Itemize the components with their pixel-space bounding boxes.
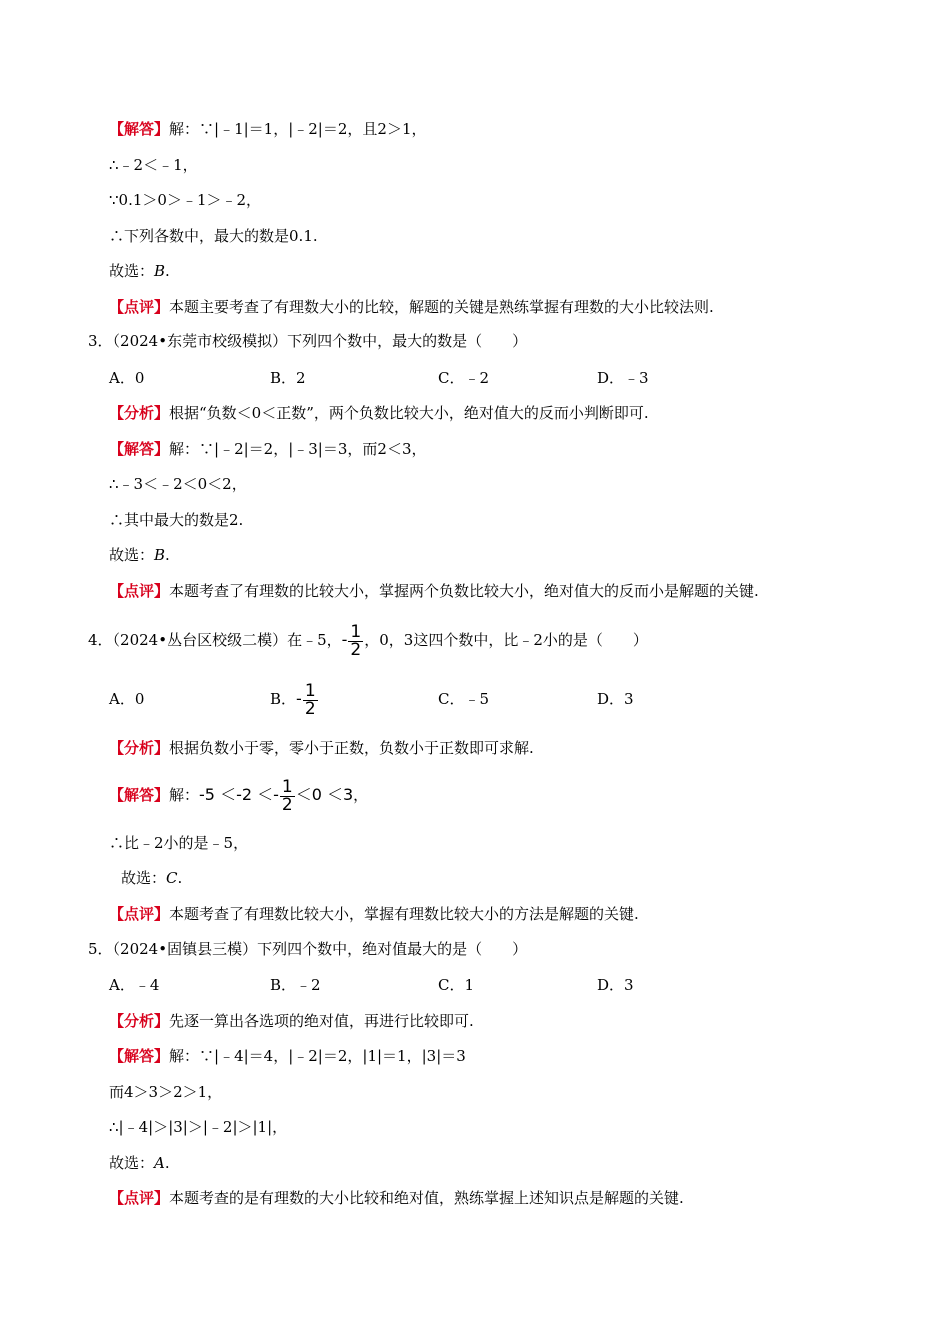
q3-option-a: A．0 — [109, 369, 145, 387]
q2-answer-letter: B — [154, 262, 166, 280]
q4-answer-suffix: . — [177, 869, 183, 887]
q4-comment-text: 本题考查了有理数比较大小，掌握有理数比较大小的方法是解题的关键. — [169, 905, 639, 923]
q3-stem — [88, 331, 527, 351]
q4-solution — [109, 775, 368, 815]
q4-number: 4． — [88, 631, 113, 649]
q2-solution-line2: ∴﹣2＜﹣1， — [109, 156, 198, 174]
q5-stem — [88, 939, 527, 959]
q4-comment-label: 【点评】 — [109, 905, 170, 923]
q4-stem — [88, 620, 648, 660]
q5-stem-text: 下列四个数中，绝对值最大的是（ ） — [257, 940, 528, 958]
q3-stem-text: 下列四个数中，最大的数是（ ） — [287, 332, 528, 350]
q5-option-a: A．﹣4 — [109, 976, 160, 994]
q2-solution-line3: ∵0.1＞0＞﹣1＞﹣2， — [109, 191, 262, 209]
q4-option-b-den: 2 — [304, 698, 316, 719]
q4-stem-fraction — [348, 621, 363, 660]
q5-comment-text: 本题考查的是有理数的大小比较和绝对值，熟练掌握上述知识点是解题的关键. — [169, 1189, 684, 1207]
q4-solution-end: ， — [353, 786, 369, 804]
q3-analysis-label: 【分析】 — [109, 404, 170, 422]
q2-solution-line4: ∴下列各数中，最大的数是0.1. — [109, 227, 318, 245]
q3-comment — [109, 581, 759, 601]
q4-option-b-num: 1 — [304, 680, 316, 701]
q5-answer-letter: A — [154, 1154, 165, 1172]
q4-answer-letter: C — [166, 869, 178, 887]
q5-answer-prefix: 故选： — [109, 1154, 155, 1172]
q2-solution-label: 【解答】 — [109, 120, 170, 138]
q3-answer-suffix: . — [165, 546, 170, 564]
q4-solution-den: 2 — [281, 794, 293, 815]
q5-comment — [109, 1188, 684, 1208]
q5-solution-label: 【解答】 — [109, 1047, 170, 1065]
q3-solution — [109, 439, 427, 459]
q3-solution-line3: ∴其中最大的数是2. — [109, 511, 244, 529]
q5-solution-line3: ∴|﹣4|＞|3|＞|﹣2|＞|1|， — [109, 1118, 288, 1136]
q4-source: （2024•丛台区校级二模） — [112, 631, 288, 649]
q2-solution-text: 解：∵|﹣1|＝1，|﹣2|＝2，且2＞1， — [169, 120, 427, 138]
q5-solution-text: 解：∵|﹣4|＝4，|﹣2|＝2，|1|＝1，|3|＝3 — [169, 1047, 466, 1065]
q4-solution-fraction — [280, 776, 295, 815]
q4-solution-num: 1 — [281, 776, 293, 797]
q4-solution-prefix: 解： — [169, 786, 200, 804]
q5-solution — [109, 1046, 466, 1066]
q4-option-b-fraction — [303, 680, 318, 719]
q5-answer-suffix: . — [164, 1154, 170, 1172]
q3-comment-text: 本题考查了有理数的比较大小，掌握两个负数比较大小，绝对值大的反而小是解题的关键. — [169, 582, 759, 600]
q4-stem-fraction-num: 1 — [350, 621, 362, 642]
q2-comment-text: 本题主要考查了有理数大小的比较，解题的关键是熟练掌握有理数的大小比较法则. — [169, 298, 714, 316]
q4-stem-a: 在﹣5， — [287, 631, 342, 649]
q5-comment-label: 【点评】 — [109, 1189, 170, 1207]
q4-comment — [109, 904, 639, 924]
q3-comment-label: 【点评】 — [109, 582, 170, 600]
q4-analysis-text: 根据负数小于零，零小于正数，负数小于正数即可求解. — [169, 739, 534, 757]
q5-number: 5． — [88, 940, 113, 958]
q5-source: （2024•固镇县三模） — [112, 940, 258, 958]
q3-solution-line2: ∴﹣3＜﹣2＜0＜2， — [109, 475, 247, 493]
q4-answer — [121, 868, 182, 888]
q5-option-d: D．3 — [597, 976, 634, 994]
q5-option-b: B．﹣2 — [270, 976, 321, 994]
q4-option-a: A．0 — [109, 690, 145, 708]
q3-option-b: B．2 — [270, 369, 306, 387]
q3-answer-letter: B — [154, 546, 166, 564]
q3-option-c: C．﹣2 — [438, 369, 490, 387]
q5-analysis-label: 【分析】 — [109, 1012, 170, 1030]
q4-stem-fraction-den: 2 — [350, 639, 362, 660]
q4-option-c: C．﹣5 — [438, 690, 490, 708]
q2-comment — [109, 297, 714, 317]
q3-source: （2024•东莞市校级模拟） — [112, 332, 288, 350]
q3-answer — [109, 545, 170, 565]
q2-solution — [109, 119, 427, 139]
q3-solution-label: 【解答】 — [109, 440, 170, 458]
q4-option-b — [270, 679, 319, 719]
q5-analysis-text: 先逐一算出各选项的绝对值，再进行比较即可. — [169, 1012, 474, 1030]
q2-answer-prefix: 故选： — [109, 262, 155, 280]
q3-analysis-text: 根据“负数＜0＜正数”，两个负数比较大小，绝对值大的反而小判断即可. — [169, 404, 649, 422]
q4-analysis — [109, 738, 534, 758]
q5-analysis — [109, 1011, 474, 1031]
q4-stem-b: ，0，3这四个数中，比﹣2小的是（ ） — [364, 631, 648, 649]
q3-answer-prefix: 故选： — [109, 546, 155, 564]
q2-answer — [109, 261, 170, 281]
q3-option-d: D．﹣3 — [597, 369, 649, 387]
q4-option-b-prefix: B． — [270, 690, 297, 708]
q2-comment-label: 【点评】 — [109, 298, 170, 316]
q4-solution-line2: ∴比﹣2小的是﹣5， — [109, 834, 249, 852]
q4-analysis-label: 【分析】 — [109, 739, 170, 757]
q4-solution-label: 【解答】 — [109, 786, 170, 804]
q4-answer-prefix: 故选： — [121, 869, 167, 887]
q2-answer-suffix: . — [165, 262, 170, 280]
q5-answer — [109, 1153, 170, 1173]
q5-solution-line2: 而4＞3＞2＞1， — [109, 1083, 223, 1101]
q4-option-b-minus: - — [296, 689, 302, 708]
q3-solution-text: 解：∵|﹣2|＝2，|﹣3|＝3，而2＜3， — [169, 440, 427, 458]
q3-analysis — [109, 403, 649, 423]
q4-solution-math-b: ＜0 ＜3 — [295, 785, 354, 804]
q5-option-c: C．1 — [438, 976, 475, 994]
q4-option-d: D．3 — [597, 690, 634, 708]
q4-solution-math-a: -5 ＜-2 ＜- — [199, 785, 279, 804]
q3-number: 3． — [88, 332, 113, 350]
q4-stem-minus: - — [341, 630, 348, 649]
